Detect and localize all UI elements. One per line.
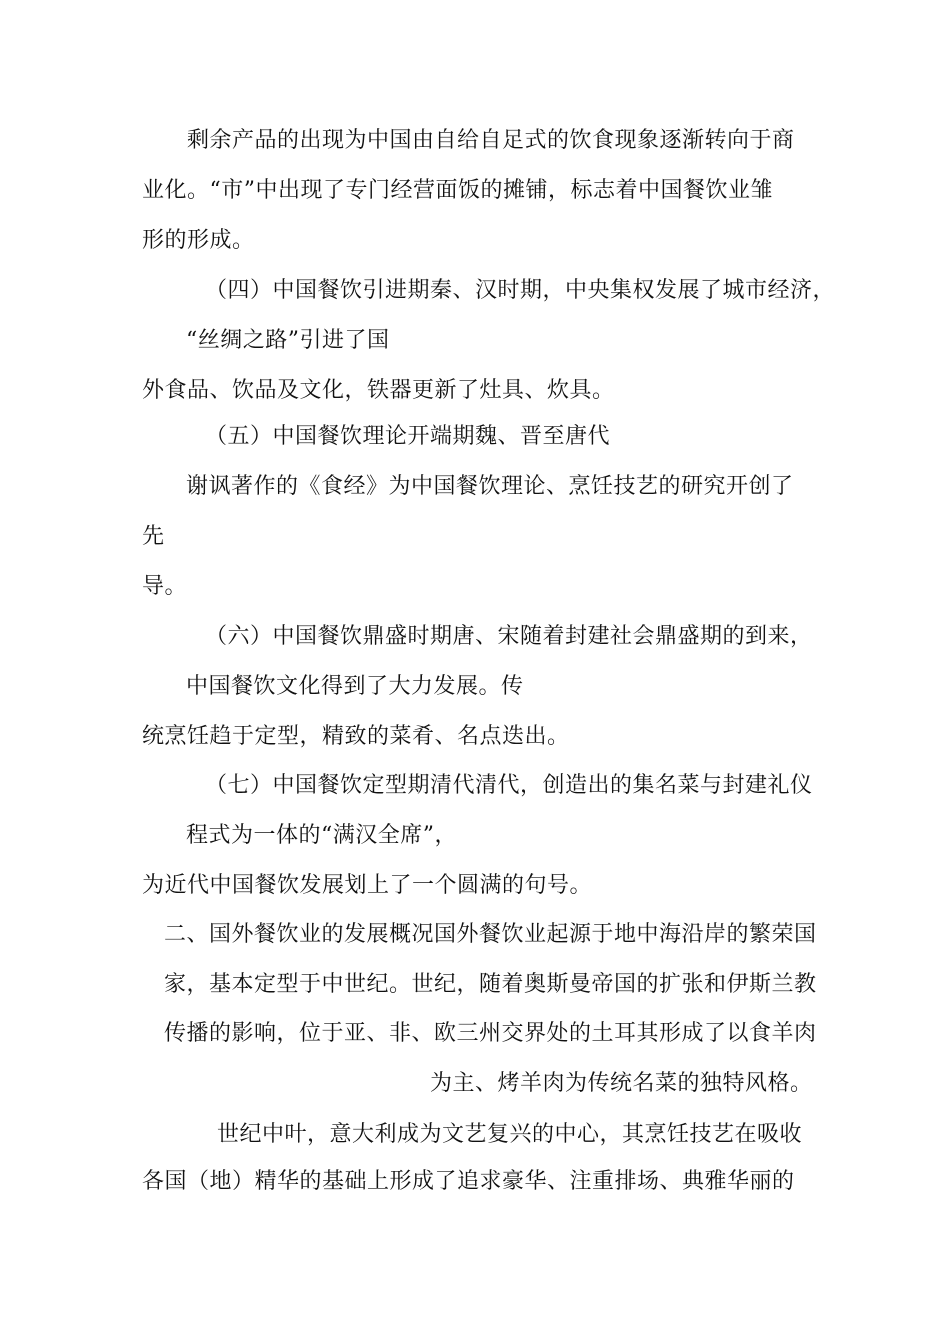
text-line: “丝绸之路”引进了国 [186, 328, 390, 353]
text-line: （五）中国餐饮理论开端期魏、晋至唐代 [205, 424, 611, 449]
text-line: 二、国外餐饮业的发展概况国外餐饮业起源于地中海沿岸的繁荣国 [164, 922, 817, 947]
text-line: 导。 [142, 574, 188, 599]
text-line: 世纪中叶，意大利成为文艺复兴的中心，其烹饪技艺在吸收 [217, 1122, 803, 1147]
text-line: 为主、烤羊肉为传统名菜的独特风格。 [430, 1071, 813, 1096]
text-line: （四）中国餐饮引进期秦、汉时期，中央集权发展了城市经济， [205, 278, 836, 303]
text-line: 统烹饪趋于定型，精致的菜肴、名点迭出。 [142, 724, 570, 749]
text-line: 家，基本定型于中世纪。世纪，随着奥斯曼帝国的扩张和伊斯兰教 [164, 972, 817, 997]
text-line: （七）中国餐饮定型期清代清代，创造出的集名菜与封建礼仪 [205, 773, 813, 798]
text-line: 业化。“市”中出现了专门经营面饭的摊铺，标志着中国餐饮业雏 [142, 178, 773, 203]
text-line: 先 [142, 524, 165, 549]
text-line: 程式为一体的“满汉全席”， [186, 823, 457, 848]
text-line: 谢讽著作的《食经》为中国餐饮理论、烹饪技艺的研究开创了 [186, 474, 794, 499]
text-line: （六）中国餐饮鼎盛时期唐、宋随着封建社会鼎盛期的到来， [205, 624, 813, 649]
text-line: 传播的影响，位于亚、非、欧三州交界处的土耳其形成了以食羊肉 [164, 1021, 817, 1046]
text-line: 剩余产品的出现为中国由自给自足式的饮食现象逐渐转向于商 [187, 128, 795, 153]
text-line: 形的形成。 [142, 228, 255, 253]
text-line: 中国餐饮文化得到了大力发展。传 [186, 674, 524, 699]
text-line: 外食品、饮品及文化，铁器更新了灶具、炊具。 [142, 378, 615, 403]
text-line: 为近代中国餐饮发展划上了一个圆满的句号。 [142, 873, 593, 898]
text-line: 各国（地）精华的基础上形成了追求豪华、注重排场、典雅华丽的 [142, 1169, 795, 1194]
